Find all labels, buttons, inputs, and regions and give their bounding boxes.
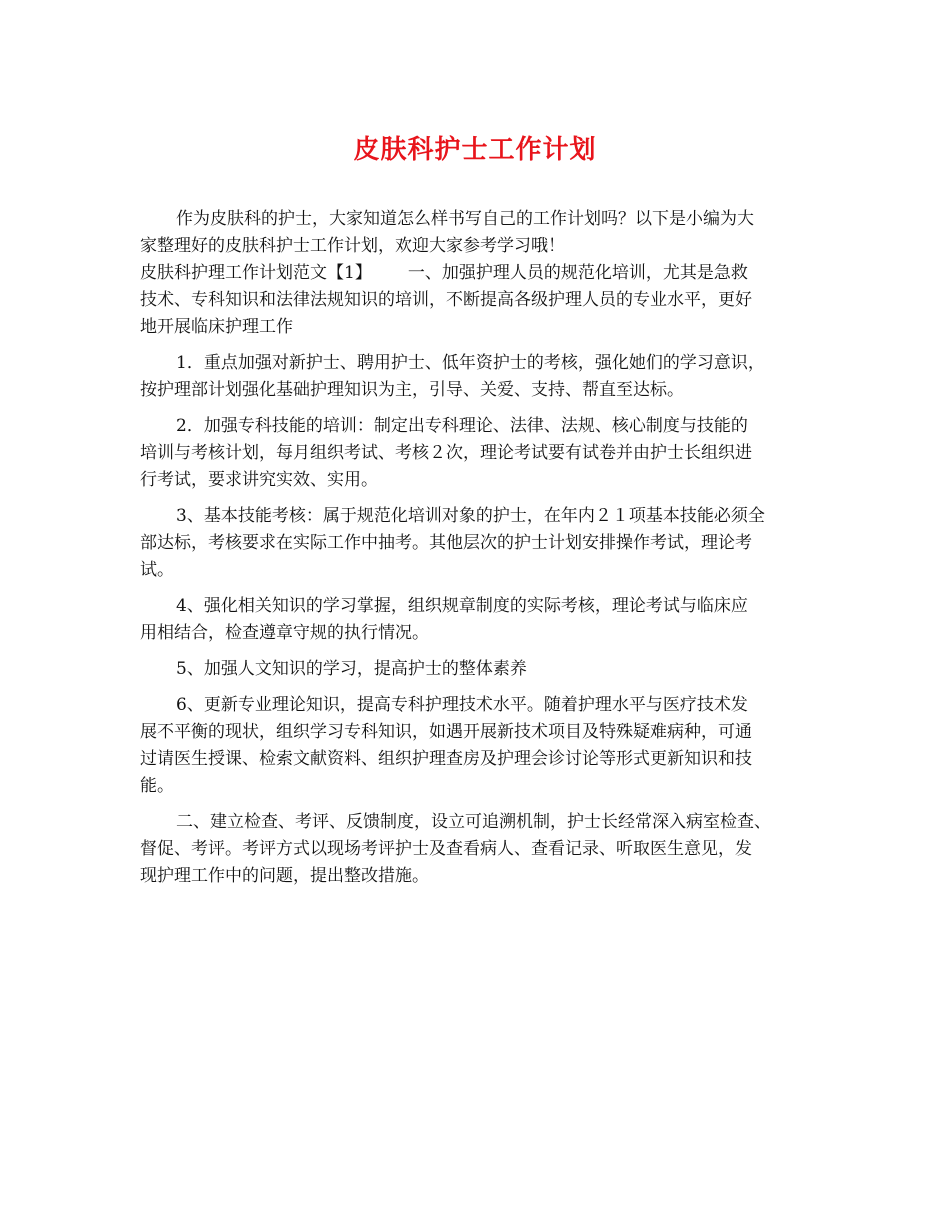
part1-line: 地开展临床护理工作: [140, 317, 293, 337]
item2-line: 培训与考核计划，每月组织考试、考核２次，理论考试要有试卷并由护士长组织进: [140, 443, 752, 463]
item2-paragraph: [140, 413, 830, 494]
paragraph-gap: [140, 584, 830, 593]
document-body: [140, 206, 830, 890]
item3-line: 部达标，考核要求在实际工作中抽考。其他层次的护士计划安排操作考试，理论考: [140, 533, 752, 553]
document-title: 皮肤科护士工作计划: [353, 135, 597, 165]
paragraph-gap: [140, 341, 830, 350]
item6-line: 展不平衡的现状，组织学习专科知识，如遇开展新技术项目及特殊疑难病种，可通: [140, 722, 752, 742]
paragraph-gap: [140, 404, 830, 413]
item3-line: 3、基本技能考核：属于规范化培训对象的护士，在年内２１项基本技能必须全: [176, 506, 765, 526]
item6-line: 能。: [140, 776, 174, 796]
item5-paragraph: [140, 656, 830, 683]
item6-paragraph: [140, 692, 830, 800]
part1-first-line: [140, 260, 830, 287]
paragraph-gap: [140, 683, 830, 692]
paragraph-gap: [140, 800, 830, 809]
part2-line: 督促、考评。考评方式以现场考评护士及查看病人、查看记录、听取医生意见，发: [140, 839, 752, 859]
part1-heading-text: 一、加强护理人员的规范化培训，尤其是急救: [407, 263, 748, 283]
part1-line: 技术、专科知识和法律法规知识的培训，不断提高各级护理人员的专业水平，更好: [140, 290, 752, 310]
part2-line: 二、建立检查、考评、反馈制度，设立可追溯机制，护士长经常深入病室检查、: [176, 812, 771, 832]
item6-line: 6、更新专业理论知识，提高专科护理技术水平。随着护理水平与医疗技术发: [176, 695, 748, 715]
part2-line: 现护理工作中的问题，提出整改措施。: [140, 866, 429, 886]
item1-line: 按护理部计划强化基础护理知识为主，引导、关爱、支持、帮直至达标。: [140, 380, 684, 400]
part1-paragraph: [140, 260, 830, 341]
part2-paragraph: [140, 809, 830, 890]
paragraph-gap: [140, 494, 830, 503]
item4-paragraph: [140, 593, 830, 647]
item3-paragraph: [140, 503, 830, 584]
intro-paragraph: [140, 206, 830, 260]
paragraph-gap: [140, 647, 830, 656]
item3-line: 试。: [140, 560, 174, 580]
item6-line: 过请医生授课、检索文献资料、组织护理查房及护理会诊讨论等形式更新知识和技: [140, 749, 752, 769]
item4-line: 用相结合，检查遵章守规的执行情况。: [140, 623, 429, 643]
item2-line: 行考试，要求讲究实效、实用。: [140, 470, 378, 490]
item1-line: 1．重点加强对新护士、聘用护士、低年资护士的考核，强化她们的学习意识，: [176, 353, 765, 373]
item2-line: 2．加强专科技能的培训：制定出专科理论、法律、法规、核心制度与技能的: [176, 416, 748, 436]
item1-paragraph: [140, 350, 830, 404]
section-label: 皮肤科护理工作计划范文【1】: [140, 263, 372, 283]
intro-line: 作为皮肤科的护士，大家知道怎么样书写自己的工作计划吗？以下是小编为大: [176, 209, 754, 229]
item4-line: 4、强化相关知识的学习掌握，组织规章制度的实际考核，理论考试与临床应: [176, 596, 748, 616]
item5-line: 5、加强人文知识的学习，提高护士的整体素养: [176, 659, 527, 679]
intro-line: 家整理好的皮肤科护士工作计划，欢迎大家参考学习哦！: [140, 236, 565, 256]
